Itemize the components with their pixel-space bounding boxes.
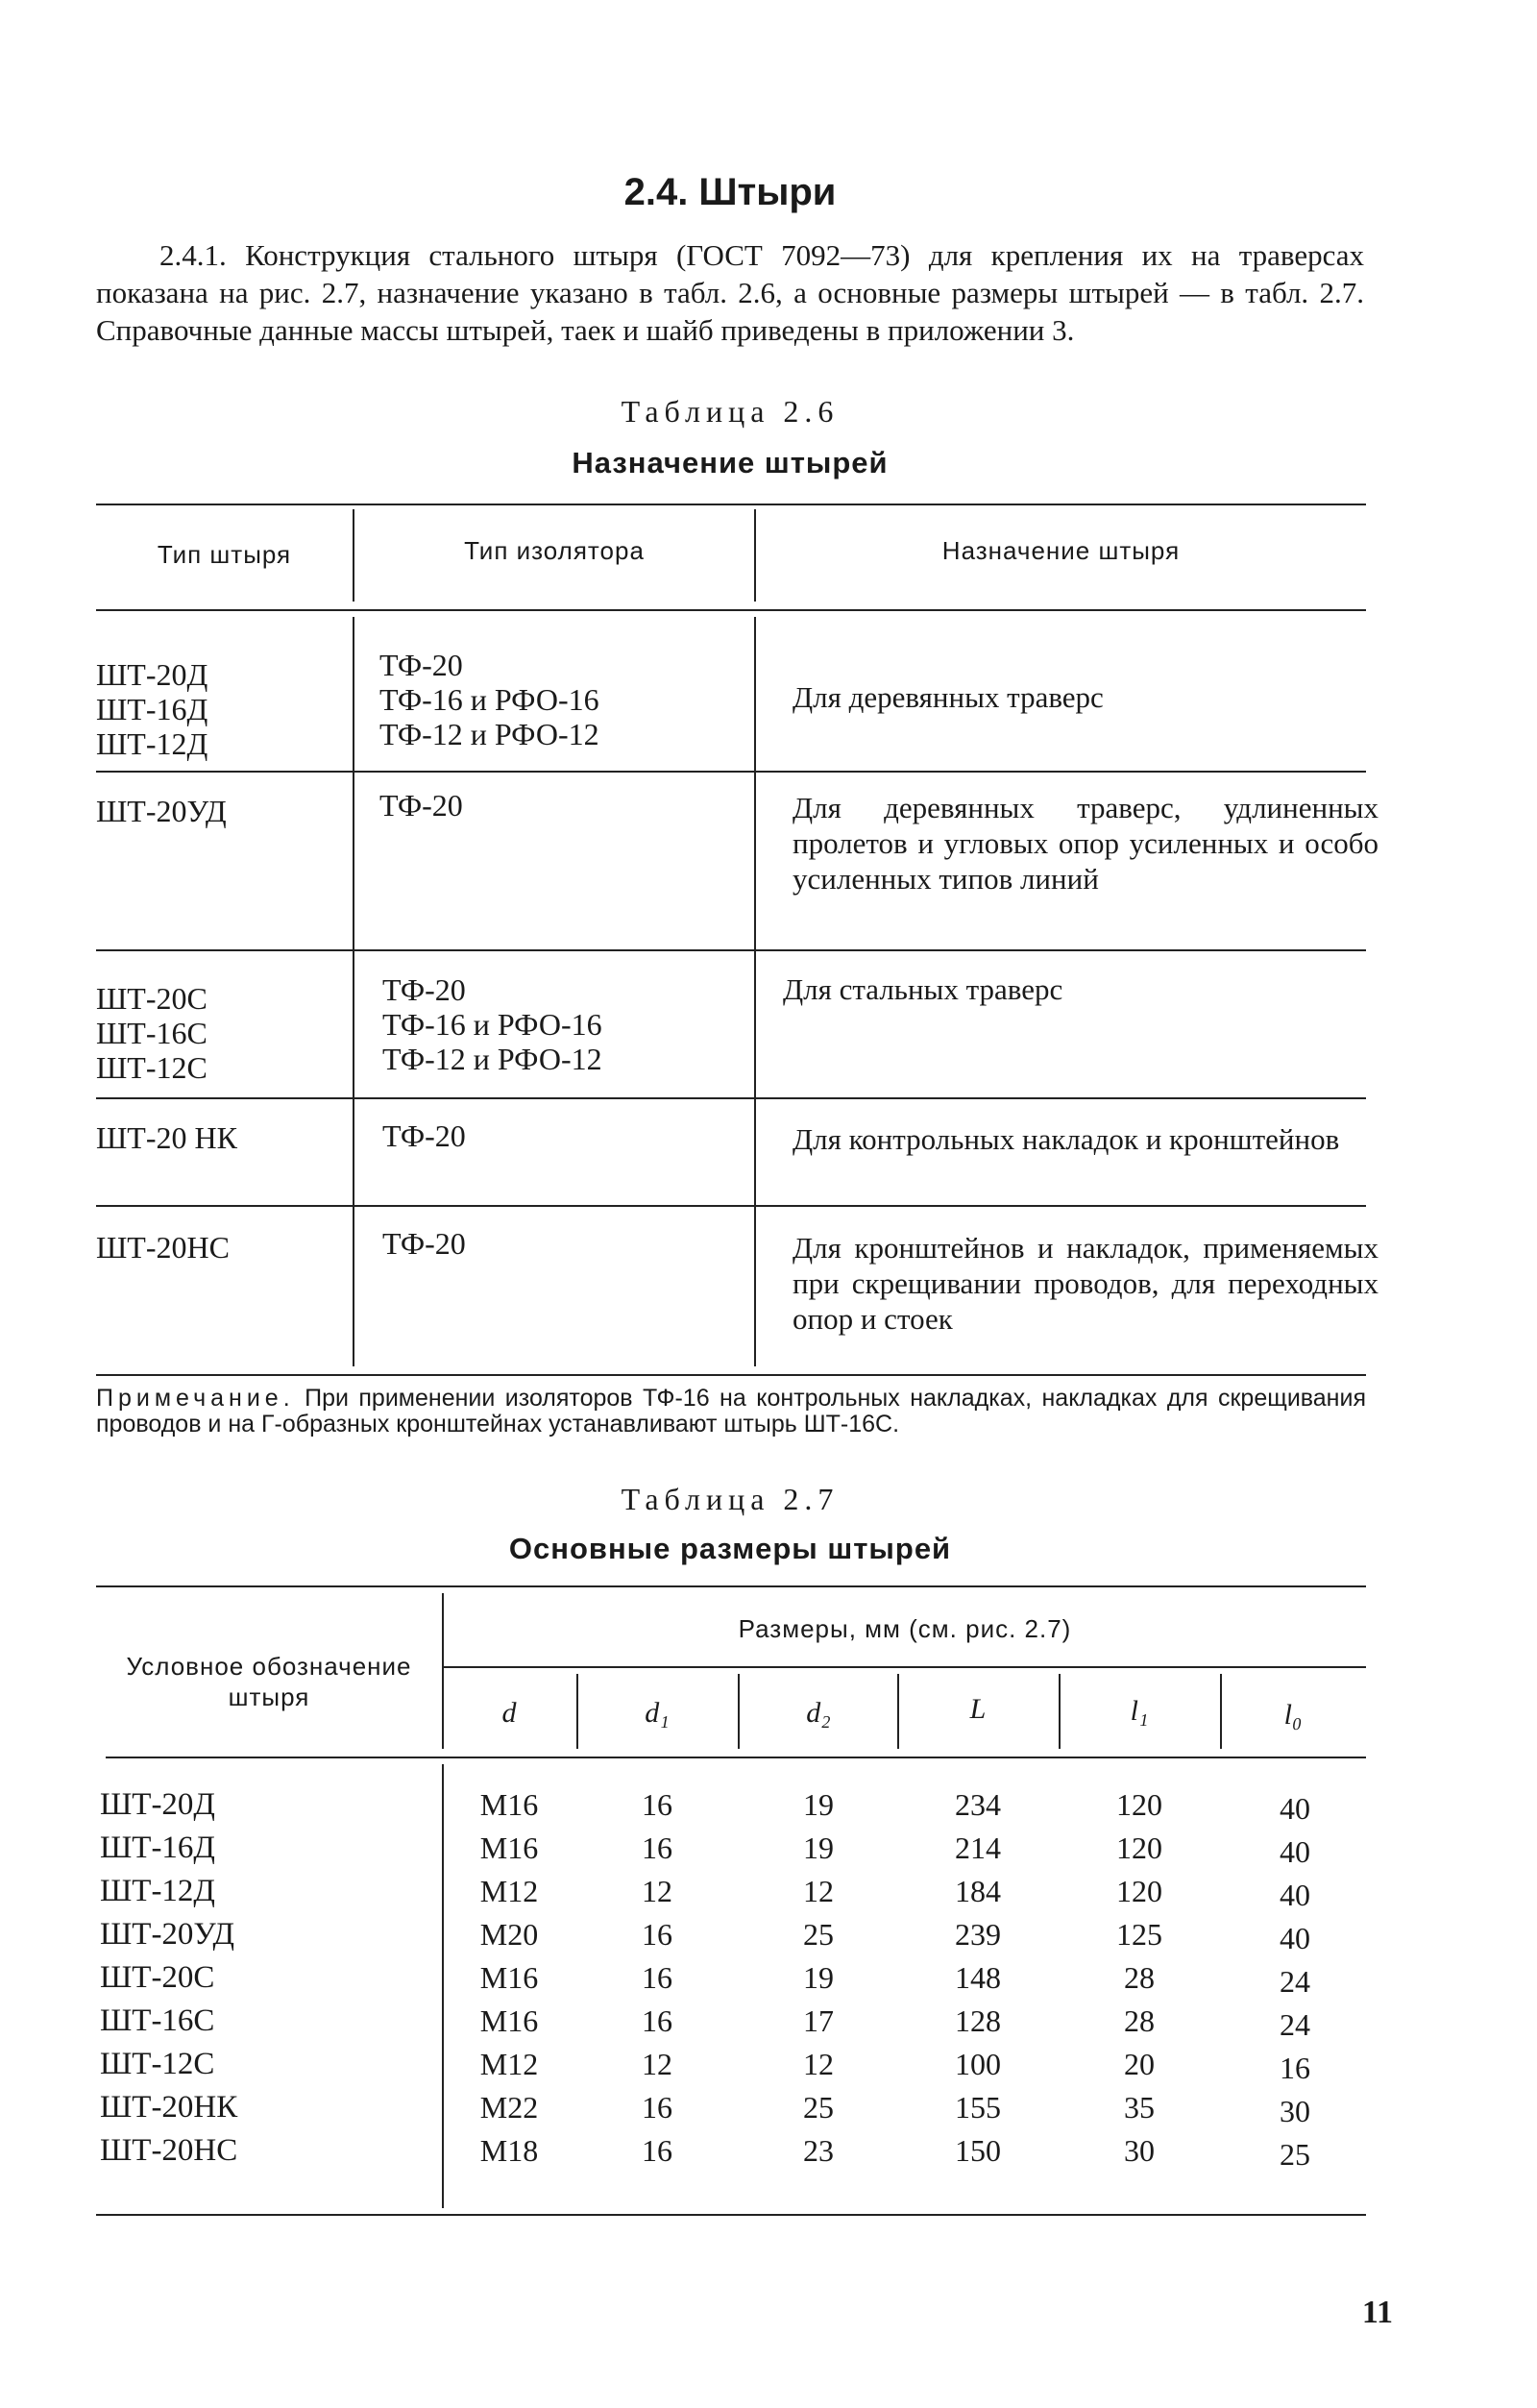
table-rule bbox=[96, 1205, 1366, 1207]
purpose-text: Для деревянных траверс bbox=[793, 680, 1104, 714]
table-cell: 16 bbox=[642, 1831, 672, 1865]
pin-type: ШТ-12Д bbox=[96, 726, 208, 761]
table-cell: 100 bbox=[955, 2047, 1001, 2081]
column-divider bbox=[1220, 1674, 1222, 1749]
table-2-7 bbox=[96, 1585, 1366, 2220]
pin-type: ШТ-20Д bbox=[96, 657, 208, 692]
table-cell: М16 bbox=[479, 1787, 539, 1822]
purpose-text: Для деревянных траверс, удлиненных пролетов и угловых опор усиленных и особо усиленных типов линий bbox=[793, 791, 1378, 896]
table-cell: 19 bbox=[803, 1787, 834, 1822]
table-rule bbox=[96, 1097, 1366, 1099]
table-cell: 25 bbox=[803, 1917, 834, 1952]
section-title: 2.4. Штыри bbox=[623, 171, 837, 213]
row-designation: ШТ-12С bbox=[100, 2047, 215, 2081]
column-divider bbox=[442, 1764, 444, 2208]
table-cell: 12 bbox=[803, 2047, 834, 2081]
table-2-6-title: Назначение штырей bbox=[572, 446, 889, 479]
row-designation: ШТ-16С bbox=[100, 2003, 215, 2038]
header-dimensions-group: Размеры, мм (см. рис. 2.7) bbox=[738, 1614, 1072, 1643]
table-cell: 28 bbox=[1124, 2003, 1155, 2038]
insulator-type: ТФ-20 bbox=[379, 788, 463, 823]
purpose-text: Для контрольных накладок и кронштейнов bbox=[793, 1122, 1340, 1156]
table-cell: 19 bbox=[803, 1960, 834, 1995]
table-cell: 24 bbox=[1280, 2007, 1310, 2042]
table-cell: 17 bbox=[803, 2003, 834, 2038]
col-d: d bbox=[501, 1697, 517, 1729]
table-cell: 30 bbox=[1280, 2094, 1310, 2128]
table-cell: М16 bbox=[479, 2003, 539, 2038]
insulator-type: ТФ-20 bbox=[382, 1118, 466, 1153]
insulator-type: ТФ-20 bbox=[379, 648, 463, 682]
header-purpose: Назначение штыря bbox=[941, 536, 1181, 565]
purpose-text: Для стальных траверс bbox=[783, 972, 1063, 1006]
pin-type: ШТ-16Д bbox=[96, 692, 208, 726]
table-cell: 16 bbox=[1280, 2051, 1310, 2085]
table-cell: 12 bbox=[803, 1874, 834, 1908]
table-cell: 24 bbox=[1280, 1964, 1310, 1999]
pin-type: ШТ-20УД bbox=[96, 794, 227, 828]
table-cell: 150 bbox=[955, 2133, 1001, 2168]
table-cell: 128 bbox=[955, 2003, 1001, 2038]
header-pin-type: Тип штыря bbox=[157, 540, 292, 569]
note-text: При применении изоляторов ТФ-16 на контрольных накладках, накладках для скрещивания проводов и на Г-образных кронштейнах устанавливают штырь ШТ-16С. bbox=[96, 1385, 1366, 1437]
table-rule bbox=[444, 1666, 1366, 1668]
col-d1: d₁ bbox=[645, 1697, 670, 1729]
table-cell: 35 bbox=[1124, 2090, 1155, 2125]
table-cell: 16 bbox=[642, 1960, 672, 1995]
table-rule bbox=[96, 1585, 1366, 1587]
table-rule bbox=[96, 1374, 1366, 1376]
table-cell: 28 bbox=[1124, 1960, 1155, 1995]
table-cell: 16 bbox=[642, 2003, 672, 2038]
intro-text: 2.4.1. Конструкция стального штыря (ГОСТ 7092—73) для крепления их на траверсах показана на рис. 2.7, назначение указано в табл. 2.6, а основные размеры штырей — в табл. 2.7. Справочные данные массы штырей, таек и шайб приведены в приложении 3. bbox=[96, 238, 1364, 347]
table-rule bbox=[106, 1757, 1366, 1758]
header-insulator-type: Тип изолятора bbox=[464, 536, 645, 565]
table-rule bbox=[96, 949, 1366, 951]
table-cell: 40 bbox=[1280, 1878, 1310, 1912]
table-2-7-title: Основные размеры штырей bbox=[508, 1532, 952, 1565]
table-cell: 12 bbox=[642, 1874, 672, 1908]
table-2-6-caption: Таблица 2.6 bbox=[621, 394, 840, 429]
column-divider bbox=[897, 1674, 899, 1749]
table-cell: 25 bbox=[803, 2090, 834, 2125]
column-divider bbox=[576, 1674, 578, 1749]
table-cell: 20 bbox=[1124, 2047, 1155, 2081]
insulator-type: ТФ-12 и РФО-12 bbox=[382, 1042, 602, 1076]
table-cell: 16 bbox=[642, 1787, 672, 1822]
column-divider bbox=[738, 1674, 740, 1749]
pin-type: ШТ-20 НК bbox=[96, 1120, 237, 1155]
row-designation: ШТ-20УД bbox=[100, 1917, 234, 1952]
table-2-6 bbox=[96, 504, 1378, 1376]
table-row bbox=[96, 657, 207, 761]
table-row bbox=[96, 794, 227, 828]
table-cell: 148 bbox=[955, 1960, 1001, 1995]
table-cell: 16 bbox=[642, 2133, 672, 2168]
pin-type: ШТ-20С bbox=[96, 981, 207, 1016]
table-cell: 239 bbox=[955, 1917, 1001, 1952]
table-cell: 120 bbox=[1116, 1874, 1162, 1908]
table-rule bbox=[96, 609, 1366, 611]
table-row bbox=[96, 981, 207, 1085]
table-cell: М22 bbox=[479, 2090, 539, 2125]
row-designation: ШТ-20НК bbox=[100, 2090, 238, 2125]
row-designation: ШТ-20НС bbox=[100, 2133, 238, 2168]
pin-type: ШТ-16С bbox=[96, 1016, 207, 1050]
row-designation: ШТ-12Д bbox=[100, 1874, 215, 1908]
table-rule bbox=[96, 2214, 1366, 2216]
table-cell: М12 bbox=[479, 2047, 539, 2081]
pin-type: ШТ-12С bbox=[96, 1050, 207, 1085]
table-2-7-caption: Таблица 2.7 bbox=[621, 1482, 840, 1516]
pin-type: ШТ-20НС bbox=[96, 1230, 230, 1265]
col-l0: l₀ bbox=[1283, 1699, 1303, 1731]
table-cell: М18 bbox=[479, 2133, 539, 2168]
table-cell: 16 bbox=[642, 2090, 672, 2125]
insulator-cell bbox=[382, 1226, 466, 1261]
purpose-text: Для кронштейнов и накладок, применяемых при скрещивании проводов, для переходных опор и стоек bbox=[793, 1231, 1378, 1336]
header-designation: Условное обозначение штыря bbox=[126, 1652, 412, 1711]
table-cell: 40 bbox=[1280, 1791, 1310, 1826]
col-L: L bbox=[969, 1693, 987, 1725]
table-cell: 30 bbox=[1124, 2133, 1155, 2168]
insulator-cell bbox=[379, 788, 463, 823]
table-note bbox=[96, 1386, 1366, 1437]
insulator-cell bbox=[379, 648, 599, 751]
table-cell: 23 bbox=[803, 2133, 834, 2168]
table-cell: 16 bbox=[642, 1917, 672, 1952]
table-rule bbox=[96, 504, 1366, 505]
insulator-type: ТФ-16 и РФО-16 bbox=[379, 682, 599, 717]
table-cell: 120 bbox=[1116, 1831, 1162, 1865]
table-cell: 234 bbox=[955, 1787, 1001, 1822]
table-cell: 125 bbox=[1116, 1917, 1162, 1952]
insulator-type: ТФ-20 bbox=[382, 1226, 466, 1261]
row-designation: ШТ-20Д bbox=[100, 1787, 215, 1822]
insulator-cell bbox=[382, 972, 602, 1076]
table-cell: 40 bbox=[1280, 1834, 1310, 1869]
column-divider bbox=[353, 617, 354, 1366]
table-cell: М16 bbox=[479, 1960, 539, 1995]
note-label: Примечание. bbox=[96, 1385, 295, 1412]
table-cell: 120 bbox=[1116, 1787, 1162, 1822]
page-number: 11 bbox=[1361, 2295, 1393, 2330]
table-row bbox=[96, 1120, 237, 1155]
insulator-cell bbox=[382, 1118, 466, 1153]
table-cell: М20 bbox=[479, 1917, 539, 1952]
table-cell: М16 bbox=[479, 1831, 539, 1865]
row-designation: ШТ-20С bbox=[100, 1960, 215, 1995]
insulator-type: ТФ-16 и РФО-16 bbox=[382, 1007, 602, 1042]
table-cell: 40 bbox=[1280, 1921, 1310, 1955]
column-divider bbox=[754, 617, 756, 1366]
insulator-type: ТФ-12 и РФО-12 bbox=[379, 717, 599, 751]
insulator-type: ТФ-20 bbox=[382, 972, 466, 1007]
table-rule bbox=[96, 771, 1366, 773]
table-cell: 214 bbox=[955, 1831, 1001, 1865]
col-d2: d₂ bbox=[806, 1697, 831, 1729]
column-divider bbox=[1059, 1674, 1061, 1749]
table-cell: 25 bbox=[1280, 2137, 1310, 2172]
intro-paragraph bbox=[96, 236, 1364, 349]
row-designation: ШТ-16Д bbox=[100, 1831, 215, 1865]
table-cell: 155 bbox=[955, 2090, 1001, 2125]
table-cell: 12 bbox=[642, 2047, 672, 2081]
table-cell: 19 bbox=[803, 1831, 834, 1865]
col-l1: l₁ bbox=[1130, 1695, 1149, 1727]
table-cell: М12 bbox=[479, 1874, 539, 1908]
table-row bbox=[96, 1230, 230, 1265]
table-cell: 184 bbox=[955, 1874, 1001, 1908]
